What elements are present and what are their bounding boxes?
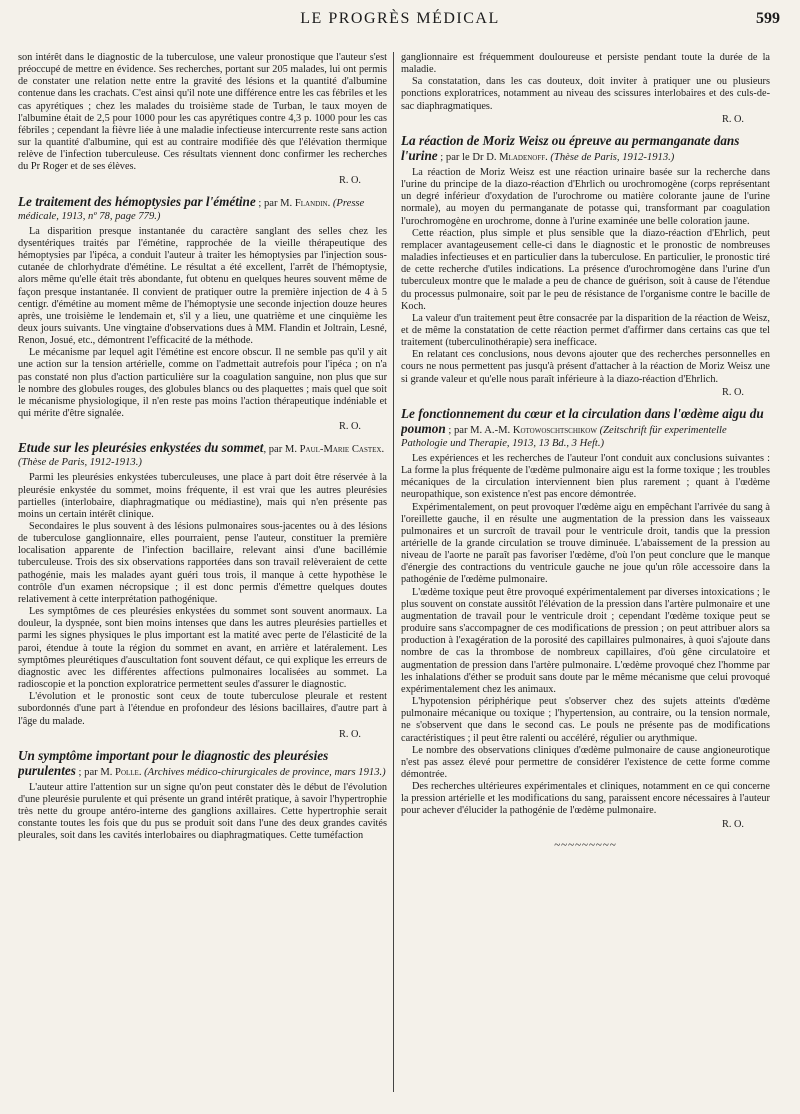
article-source: (Zeitschrift für experimentelle Pathologie und Therapie, 1913, 13 Bd., 3 Heft.): [401, 424, 727, 449]
end-ornament: ~~~~~~~~~: [554, 838, 617, 851]
article-source: (Thèse de Paris, 1912-1913.): [18, 457, 142, 469]
paragraph: Expérimentalement, on peut provoquer l'œdème aigu en empêchant l'arrivée du sang à l'oreillette gauche, il en résulte une augmentation de la pression dans les vaisseaux pulmonaires et un surcroît de travail pour le ventricule droit, tandis que la pression artérielle de la grande circulation se trouve diminuée. L'abaissement de la pression au niveau de l'aorte ne paraît pas favoriser l'œdème, d'où l'on peut conclure que le manque d'énergie des contractions du ventricule gauche ne joue qu'un rôle accessoire dans la pathogénie de l'œdème pulmonaire.: [401, 501, 770, 586]
paragraph: L'hypotension périphérique peut s'observer chez des sujets atteints d'œdème pulmonaire mécanique ou toxique ; l'hypertension, au contraire, ou la tension normale, ne s'observent que dans le second cas. Le pouls ne présente pas de modifications caractéristiques ; il peut être ralenti ou accéléré, régulier ou arythmique.: [401, 696, 770, 744]
article-author: Kotowoschtschikow: [512, 424, 597, 436]
paragraph: L'évolution et le pronostic sont ceux de toute tuberculose pleurale et restent subordonnés d'une part à l'étendue en profondeur des lésions bacillaires, d'autre part à l'âge du malade.: [18, 691, 387, 727]
paragraph: Le mécanisme par lequel agit l'émétine est encore obscur. Il ne semble pas qu'il y ait une action sur la tension artérielle, comme on l'admettait autrefois pour l'ipéca ; on n'a pas constaté non plus d'action particulière sur la coagulation sanguine, non plus que sur le nombre des globules rouges, des globules blancs ou des plaquettes ; mais quel que soit le mécanisme physiologique, il n'en reste pas moins l'action thérapeutique indéniable et qui mérite d'être signalée.: [18, 347, 387, 420]
column-divider: [393, 52, 394, 1092]
article-byline: ; par M.: [255, 197, 295, 209]
paragraph: Les symptômes de ces pleurésies enkystées du sommet sont souvent anormaux. La douleur, la dyspnée, sont bien moins intenses que dans les autres pleurésies partielles et parmi les signes physiques le plus important est la matité avec perte de l'élasticité de la paroi, étendue à toute la région du sommet en avant, en arrière et latéralement. Les symptômes pleurétiques d'auscultation font souvent défaut, ce qui explique les erreurs de diagnostic avec les différentes affections pulmonaires localisées au sommet. La radioscopie et la ponction exploratrice permettent seules d'assurer le diagnostic.: [18, 606, 387, 691]
article-byline: , par M.: [263, 444, 300, 456]
article: [18, 749, 387, 843]
article-heading: [401, 134, 770, 164]
paragraph: Le nombre des observations cliniques d'œdème pulmonaire de cause angioneurotique n'est pas assez élevé pour permettre de considérer l'existence de cette forme comme démontrée.: [401, 744, 770, 780]
article-heading: [18, 749, 387, 779]
article-title: Etude sur les pleurésies enkystées du sommet: [18, 440, 264, 456]
signature: R. O.: [721, 386, 744, 398]
article-source: (Archives médico-chirurgicales de province, mars 1913.): [141, 766, 386, 778]
paragraph: son intérêt dans le diagnostic de la tuberculose, une valeur pronostique que l'auteur s'est préoccupé de mettre en évidence. Ses recherches, portant sur 205 malades, lui ont permis de constater une relation nette entre la gravité des lésions et la quantité d'albumine contenue dans les crachats. C'est ainsi qu'il note une différence entre les cas fébriles et les cas apyrétiques ; chez les malades du troisième stade de Turban, le taux moyen de l'albumine était de 2,5 pour 1000 pour les cas apyrétiques contre 4,3 p. 1000 pour les cas fébriles ; cependant la fièvre liée à une maladie infectieuse intercurrente reste sans action sur la quantité d'albumine, qui est au contraire modifiée dès que l'élévation thermique relève de l'infection tuberculeuse. Ces résultats viennent donc confirmer les recherches du Pr Roger et de ses élèves.: [18, 52, 387, 173]
signature: R. O.: [338, 421, 361, 433]
signature: R. O.: [721, 818, 744, 830]
article: [401, 134, 770, 399]
left-continued-text: [18, 52, 387, 187]
paragraph: La valeur d'un traitement peut être consacrée par la disparition de la réaction de Weisz, et de même la constatation de cette réaction permet d'affirmer dans certains cas que tel traitement (tuberculinothérapie) sera inefficace.: [401, 312, 770, 349]
article-heading: [18, 441, 387, 469]
article-title: La réaction de Moriz Weisz ou épreuve au permanganate dans l'urine: [401, 132, 740, 163]
signature: R. O.: [721, 113, 744, 125]
article-title: Un symptôme important pour le diagnostic des pleurésies purulentes: [18, 747, 329, 778]
article-author: Mladenoff.: [499, 151, 548, 163]
page-number: 599: [756, 10, 780, 27]
paragraph: La réaction de Moriz Weisz est une réaction urinaire basée sur la recherche dans l'urine du principe de la diazo-réaction d'Ehrlich ou urochromogène (corps représentant un degré inférieur d'oxydation de l'urochrome ou matière colorante jaune de l'urine normale), au moyen du permanganate de potasse qui, transformant par coagulation l'urochromogène en urochrome, donne à l'urine examinée une belle coloration jaune.: [401, 166, 770, 227]
right-column: [401, 52, 770, 1102]
page-body: [18, 52, 784, 1102]
article-source: (Thèse de Paris, 1912-1913.): [547, 151, 675, 163]
paragraph: Des recherches ultérieures expérimentales et cliniques, notamment en ce qui concerne la pression artérielle et les modifications du sang, paraissent encore nécessaires à l'auteur pour achever d'élucider la pathogénie de l'œdème pulmonaire.: [401, 781, 770, 817]
article-byline: ; par M.: [75, 766, 116, 778]
article-title: Le traitement des hémoptysies par l'émétine: [18, 193, 256, 209]
paragraph: La disparition presque instantanée du caractère sanglant des selles chez les dysentériques traités par l'émétine, rapprochée de la vieille thérapeutique des hémoptysies par l'ipéca, a conduit l'auteur à traiter les hémoptysies par l'injection sous-cutanée de chlorhydrate d'émétine. Le résultat a été excellent, l'arrêt de l'hémoptysie, alors même qu'elle était très abondante, fut obtenu en quelques heures souvent même de façon presque instantanée. Il convient de pratiquer outre la première injection de 4 à 5 centigr. d'émétine au moment même de l'hémoptysie une seconde injection douze heures après, une troisième le lendemain et, s'il y a lieu, une quatrième et une cinquième les deux jours suivants. Une vingtaine d'observations dues à MM. Flandin et Joltrain, Lesné, Renon, Josué, etc., démontrent l'efficacité de la méthode.: [18, 225, 387, 347]
page-header: [18, 10, 782, 32]
article-author: Flandin.: [294, 197, 331, 209]
article-source: (Presse médicale, 1913, nº 78, page 779.): [18, 197, 365, 222]
article-heading: [18, 195, 387, 223]
paragraph: Secondaires le plus souvent à des lésions pulmonaires sous-jacentes ou à des lésions de tuberculose ganglionnaire, elles pourraient, pense l'auteur, constituer la première localisation apparente de l'infection bacillaire, relevant ainsi d'une bacillémie tuberculeuse. Trois des six observations rapportées dans son travail relèveraient de cette pathogénie, mais les malades ayant guéri tous trois, il manque à cette hypothèse le contrôle d'un examen nécropsique ; il est donc permis d'émettre quelques doutes relativement à cette interprétation pathogénique.: [18, 521, 387, 605]
signature: R. O.: [338, 174, 361, 186]
paragraph: L'œdème toxique peut être provoqué expérimentalement par diverses intoxications ; le plus souvent on constate aussitôt l'élévation de la pression dans l'artère pulmonaire et une augmentation de travail pour le ventricule droit ; cependant l'œdème toxique peut se produire sans s'accompagner de ces modifications de pression ; on peut attribuer alors sa production à l'exagération de la porosité des capillaires pulmonaires, à quoi s'ajoute dans nombre de cas la thrombose de nombreux capillaires, d'où gêne circulatoire et augmentation de pression dans l'artère pulmonaire. L'œdème provoqué chez l'homme par les inhalations d'éther se produit sans doute par le même mécanisme que celui provoqué expérimentalement chez les animaux.: [401, 586, 770, 695]
article: [18, 441, 387, 740]
right-continued-text: [401, 52, 770, 126]
article-author: Polle.: [115, 766, 142, 778]
paragraph: ganglionnaire est fréquemment douloureuse et persiste pendant toute la durée de la maladie.: [401, 52, 770, 76]
left-column: [18, 52, 387, 1102]
running-title: LE PROGRÈS MÉDICAL: [300, 10, 500, 27]
article-byline: ; par le Dr D.: [437, 151, 500, 163]
article-author: Paul-Marie Castex.: [299, 444, 385, 456]
article-byline: ; par M. A.-M.: [445, 424, 513, 436]
paragraph: En relatant ces conclusions, nous devons ajouter que des recherches personnelles en cours ne nous permettent pas jusqu'à présent d'attacher à la réaction de Moriz Weisz une si grande valeur et qu'elle nous paraît inférieure à la diazo-réaction d'Ehrlich.: [401, 349, 770, 385]
signature: R. O.: [338, 728, 361, 740]
paragraph: Parmi les pleurésies enkystées tuberculeuses, une place à part doit être réservée à la pleurésie enkystée du sommet, moins fréquente, il est vrai que les autres pleurésies partielles (interlobaire, diaphragmatique ou médiastine), mais qui n'en présente pas moins un certain intérêt clinique.: [18, 472, 387, 520]
paragraph: Les expériences et les recherches de l'auteur l'ont conduit aux conclusions suivantes : La forme la plus fréquente de l'œdème pulmonaire aigu est la forme toxique ; les troubles mécaniques de la circulation interviennent bien plus rarement ; quant à l'œdème neuropathique, son existence n'est pas encore démontrée.: [401, 452, 770, 501]
paragraph: Cette réaction, plus simple et plus sensible que la diazo-réaction d'Ehrlich, peut remplacer avantageusement celle-ci dans le diagnostic et le pronostic de nombreuses maladies infectieuses et en particulier dans la tuberculose. En particulier, le pronostic tiré de cette recherche d'utiles indications. La présence d'urochromogène dans l'urine d'un tuberculeux montre que le malade a peu de chance de guérison, soit à cause de l'étendue du processus pulmonaire, soit par le peu de résistance de l'organisme contre le bacille de Koch.: [401, 227, 770, 312]
article-title: Le fonctionnement du cœur et la circulation dans l'œdème aigu du poumon: [401, 405, 764, 436]
article-heading: [401, 407, 770, 450]
article: [401, 407, 770, 831]
paragraph: L'auteur attire l'attention sur un signe qu'on peut constater dès le début de l'évolution d'une pleurésie purulente et qui présente un grand intérêt pratique, à savoir l'hypertrophie très nette du groupe antéro-interne des ganglions axillaires. Cette hypertrophie serait constante toutes les fois que du pus se produit soit dans l'une des deux grandes cavités pleurales, soit dans les cavités interlobaires ou diaphragmatiques. Cette tuméfaction: [18, 781, 387, 842]
article: [18, 195, 387, 434]
paragraph: Sa constatation, dans les cas douteux, doit inviter à pratiquer une ou plusieurs ponctions exploratrices, notamment au niveau des scissures interlobaires et des culs-de-sac diaphragmatiques.: [401, 76, 770, 112]
